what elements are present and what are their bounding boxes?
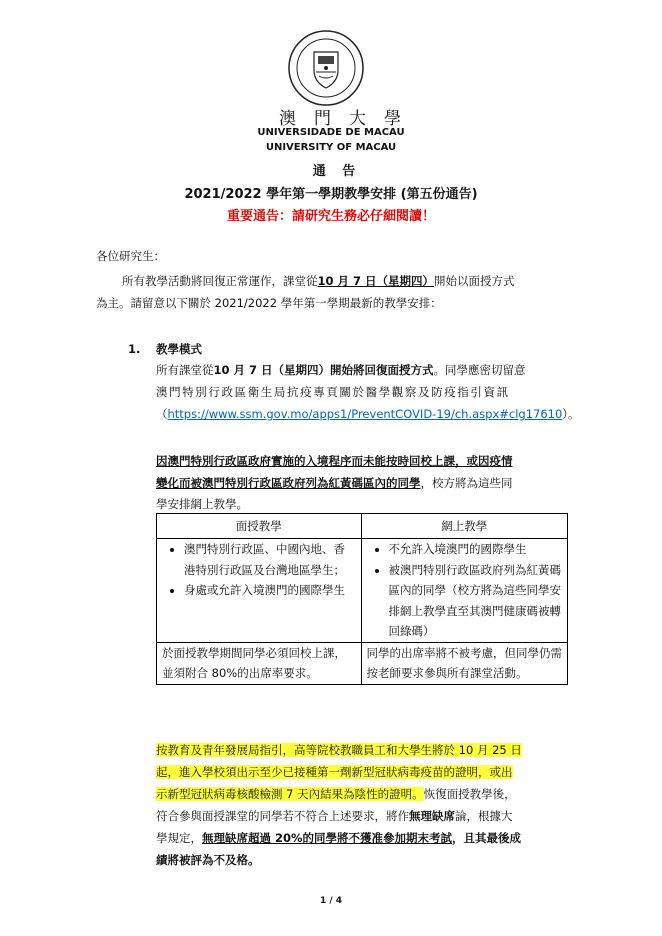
list-item: • 澳門特別行政區、中國內地、香港特別行政區及台灣地區學生；: [184, 539, 356, 580]
section-number: 1.: [128, 342, 141, 356]
intro-line-1: 所有教學活動將回復正常運作，課堂從10 月 7 日（星期四）開始以面授方式: [122, 274, 515, 288]
face-to-face-eligibility: [157, 539, 362, 643]
online-paragraph-line-1: 因澳門特別行政區政府實施的入境程序而未能按時回校上課，或因疫情: [156, 454, 513, 468]
vaccine-line-4: 符合參與面授課堂的同學若不符合上述要求，將作無理缺席論，根據大: [156, 809, 513, 823]
vaccine-line-5: 學規定，無理缺席超過 20%的同學將不獲准參加期末考試，且其最後成: [156, 831, 522, 845]
mode-line-1: 所有課堂從10 月 7 日（星期四）開始將回復面授方式。同學應密切留意: [156, 363, 526, 377]
vaccine-line-2: 起，進入學校須出示至少已接種第一劑新型冠狀病毒疫苗的證明，或出: [156, 765, 513, 779]
intro-line-2: 為主。請留意以下關於 2021/2022 學年第一學期最新的教學安排：: [96, 296, 442, 310]
teaching-mode-table: [156, 513, 568, 685]
list-item: • 不允許入境澳門的國際學生: [389, 539, 563, 560]
vaccine-line-6: 績將被評為不及格。: [156, 853, 260, 867]
list-item: • 身處或允許入境澳門的國際學生: [184, 580, 356, 601]
greeting: 各位研究生：: [96, 249, 165, 263]
university-name-english: UNIVERSITY OF MACAU: [265, 142, 397, 153]
face-to-face-header: 面授教學: [157, 514, 362, 539]
table-header-row: [157, 514, 568, 539]
covid-guideline-link[interactable]: https://www.ssm.gov.mo/apps1/PreventCOVID-19/ch.aspx#clg17610: [167, 407, 563, 421]
university-seal-logo: [286, 28, 366, 108]
page-number: 1 / 4: [319, 896, 343, 906]
face-to-face-attendance-note: 於面授教學期間同學必須回校上課，並須附合 80%的出席率要求。: [157, 642, 362, 684]
mode-line-3: （https://www.ssm.gov.mo/apps1/PreventCOVID-19/ch.aspx#clg17610）。: [156, 407, 580, 421]
online-eligibility: [361, 539, 568, 643]
notice-label: 通 告: [312, 164, 362, 179]
table-row: [157, 642, 568, 684]
table-row: [157, 539, 568, 643]
university-name-portuguese: UNIVERSIDADE DE MACAU: [257, 127, 405, 138]
list-item: • 被澳門特別行政區政府列為紅黃碼區內的同學（校方將為這些同學安排網上教學直至其澳門健康碼被轉回綠碼）: [389, 560, 563, 642]
mode-line-2: 澳門特別行政區衛生局抗疫專頁關於醫學觀察及防疫指引資訊: [156, 385, 510, 399]
reopen-date: 10 月 7 日（星期四）: [317, 274, 435, 288]
online-attendance-note: 同學的出席率將不被考慮，但同學仍需按老師要求參與所有課堂活動。: [361, 642, 568, 684]
vaccine-line-3: 示新型冠狀病毒核酸檢測 7 天內結果為陰性的證明。恢復面授教學後，: [156, 787, 516, 801]
document-title: 2021/2022 學年第一學期教學安排 (第五份通告): [184, 187, 478, 202]
online-header: 網上教學: [361, 514, 568, 539]
online-paragraph-line-3: 學安排網上教學。: [156, 497, 248, 511]
online-paragraph-line-2: 變化而被澳門特別行政區政府列為紅黃碼區內的同學，校方將為這些同: [156, 476, 513, 490]
vaccine-line-1: 按教育及青年發展局指引，高等院校教職員工和大學生將於 10 月 25 日: [156, 743, 522, 757]
section-heading: 教學模式: [156, 342, 202, 356]
university-name-chinese: 澳門大學: [279, 109, 419, 129]
important-notice: 重要通告：請研究生務必仔細閱讀！: [226, 209, 435, 224]
